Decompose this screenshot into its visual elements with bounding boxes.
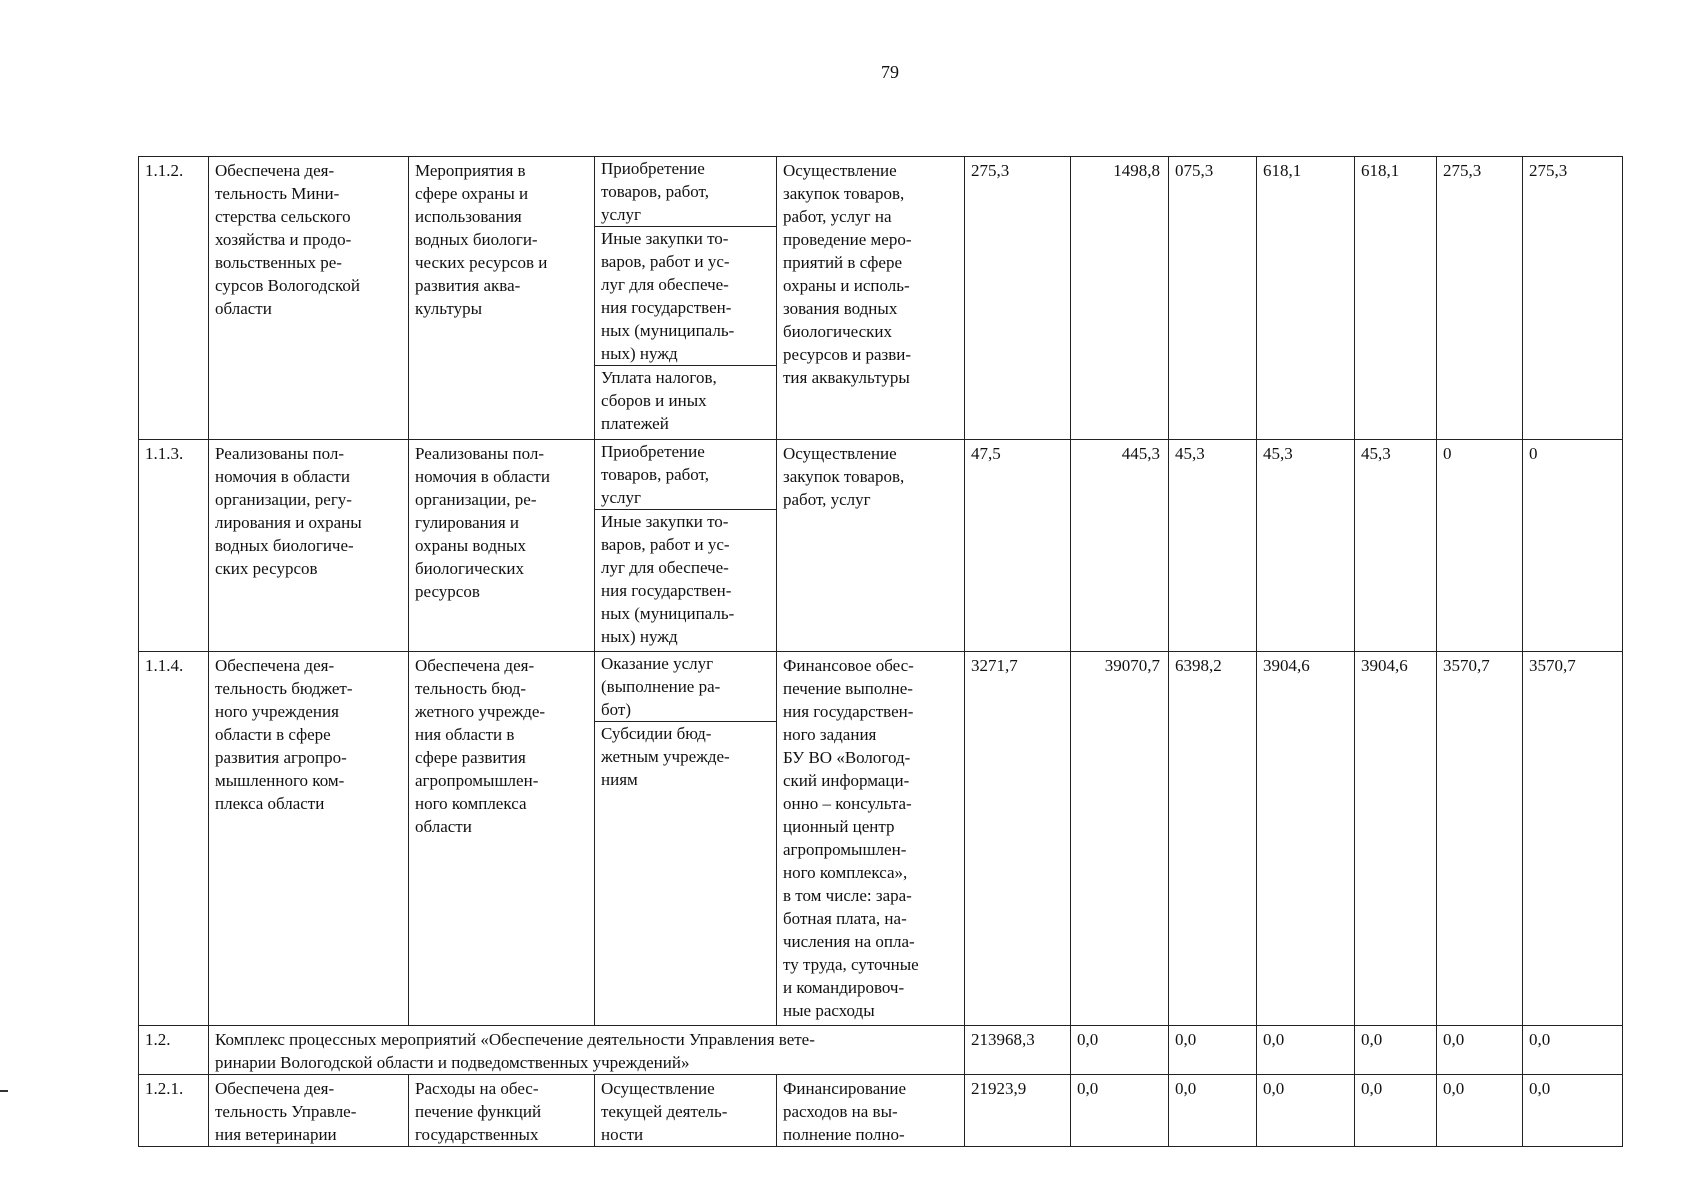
value-cell: 445,3 (1071, 440, 1169, 652)
value-cell: 213968,3 (965, 1026, 1071, 1075)
value-cell: 0,0 (1355, 1075, 1437, 1147)
expense-type-cell (595, 652, 777, 1026)
value-cell: 275,3 (1437, 157, 1523, 440)
expense-type: Уплата налогов, сборов и иных платежей (601, 368, 717, 433)
value-cell: 0 (1523, 440, 1623, 652)
value-cell: 0,0 (1071, 1026, 1169, 1075)
measures-cell: Расходы на обес- печение функций государственных (409, 1075, 595, 1147)
value-cell: 0,0 (1437, 1026, 1523, 1075)
result-cell: Реализованы пол- номочия в области организации, регу- лирования и охраны водных биологиче- ских ресурсов (209, 440, 409, 652)
value-cell: 0,0 (1071, 1075, 1169, 1147)
value-cell: 45,3 (1169, 440, 1257, 652)
expense-type: Приобретение товаров, работ, услуг (595, 157, 776, 227)
measures-cell: Обеспечена дея- тельность бюд- жетного учрежде- ния области в сфере развития агропромышлен- ного комплекса области (409, 652, 595, 1026)
program-table (138, 156, 1623, 1147)
value-cell: 45,3 (1257, 440, 1355, 652)
measures-cell: Мероприятия в сфере охраны и использования водных биологи- ческих ресурсов и развития аква- культуры (409, 157, 595, 440)
row-number: 1.2.1. (139, 1075, 209, 1147)
description-cell: Осуществление закупок товаров, работ, услуг (777, 440, 965, 652)
value-cell: 47,5 (965, 440, 1071, 652)
result-cell: Обеспечена дея- тельность бюджет- ного учреждения области в сфере развития агропро- мышленного ком- плекса области (209, 652, 409, 1026)
value-cell: 618,1 (1257, 157, 1355, 440)
expense-type: Иные закупки то- варов, работ и ус- луг для обеспече- ния государствен- ных (муниципаль- ных) нужд (601, 512, 735, 646)
row-number: 1.1.2. (139, 157, 209, 440)
expense-type: Оказание услуг (выполнение ра- бот) (595, 652, 776, 722)
table-row (139, 1026, 1623, 1075)
value-cell: 0,0 (1257, 1075, 1355, 1147)
table-row (139, 440, 1623, 652)
value-cell: 618,1 (1355, 157, 1437, 440)
measures-cell: Реализованы пол- номочия в области организации, ре- гулирования и охраны водных биологических ресурсов (409, 440, 595, 652)
complex-title-cell: Комплекс процессных мероприятий «Обеспечение деятельности Управления вете- ринарии Вологодской области и подведомственных учреждений» (209, 1026, 965, 1075)
table-row (139, 1075, 1623, 1147)
expense-type: Субсидии бюд- жетным учрежде- ниям (601, 724, 730, 789)
expense-type: Иные закупки то- варов, работ и ус- луг для обеспече- ния государствен- ных (муниципаль- ных) нужд (595, 227, 776, 366)
scan-mark (0, 1090, 8, 1092)
expense-type-cell (595, 440, 777, 652)
value-cell: 3570,7 (1437, 652, 1523, 1026)
description-cell: Осуществление закупок товаров, работ, услуг на проведение меро- приятий в сфере охраны и исполь- зования водных биологических ресурсов и разви- тия аквакультуры (777, 157, 965, 440)
result-cell: Обеспечена дея- тельность Мини- стерства сельского хозяйства и продо- вольственных ре- сурсов Вологодской области (209, 157, 409, 440)
value-cell: 1498,8 (1071, 157, 1169, 440)
value-cell: 0,0 (1169, 1075, 1257, 1147)
value-cell: 0,0 (1257, 1026, 1355, 1075)
expense-type-cell (595, 157, 777, 440)
value-cell: 0,0 (1523, 1075, 1623, 1147)
value-cell: 275,3 (965, 157, 1071, 440)
value-cell: 21923,9 (965, 1075, 1071, 1147)
row-number: 1.2. (139, 1026, 209, 1075)
value-cell: 6398,2 (1169, 652, 1257, 1026)
table-row (139, 157, 1623, 440)
result-cell: Обеспечена дея- тельность Управле- ния ветеринарии (209, 1075, 409, 1147)
value-cell: 0,0 (1523, 1026, 1623, 1075)
row-number: 1.1.3. (139, 440, 209, 652)
value-cell: 0 (1437, 440, 1523, 652)
value-cell: 075,3 (1169, 157, 1257, 440)
value-cell: 0,0 (1355, 1026, 1437, 1075)
value-cell: 3904,6 (1355, 652, 1437, 1026)
description-cell: Финансовое обес- печение выполне- ния государствен- ного задания БУ ВО «Вологод- ский информаци- онно – консульта- ционный центр агропромышлен- ного комплекса», в том числе: зара- ботная плата, на- числения на опла- ту труда, суточные и командировоч- ные расходы (777, 652, 965, 1026)
page-number: 79 (881, 62, 899, 82)
value-cell: 45,3 (1355, 440, 1437, 652)
description-cell: Финансирование расходов на вы- полнение полно- (777, 1075, 965, 1147)
value-cell: 3271,7 (965, 652, 1071, 1026)
value-cell: 0,0 (1169, 1026, 1257, 1075)
row-number: 1.1.4. (139, 652, 209, 1026)
expense-type: Приобретение товаров, работ, услуг (595, 440, 776, 510)
value-cell: 275,3 (1523, 157, 1623, 440)
value-cell: 3570,7 (1523, 652, 1623, 1026)
table-row (139, 652, 1623, 1026)
value-cell: 39070,7 (1071, 652, 1169, 1026)
value-cell: 0,0 (1437, 1075, 1523, 1147)
value-cell: 3904,6 (1257, 652, 1355, 1026)
expense-type-cell: Осуществление текущей деятель- ности (595, 1075, 777, 1147)
